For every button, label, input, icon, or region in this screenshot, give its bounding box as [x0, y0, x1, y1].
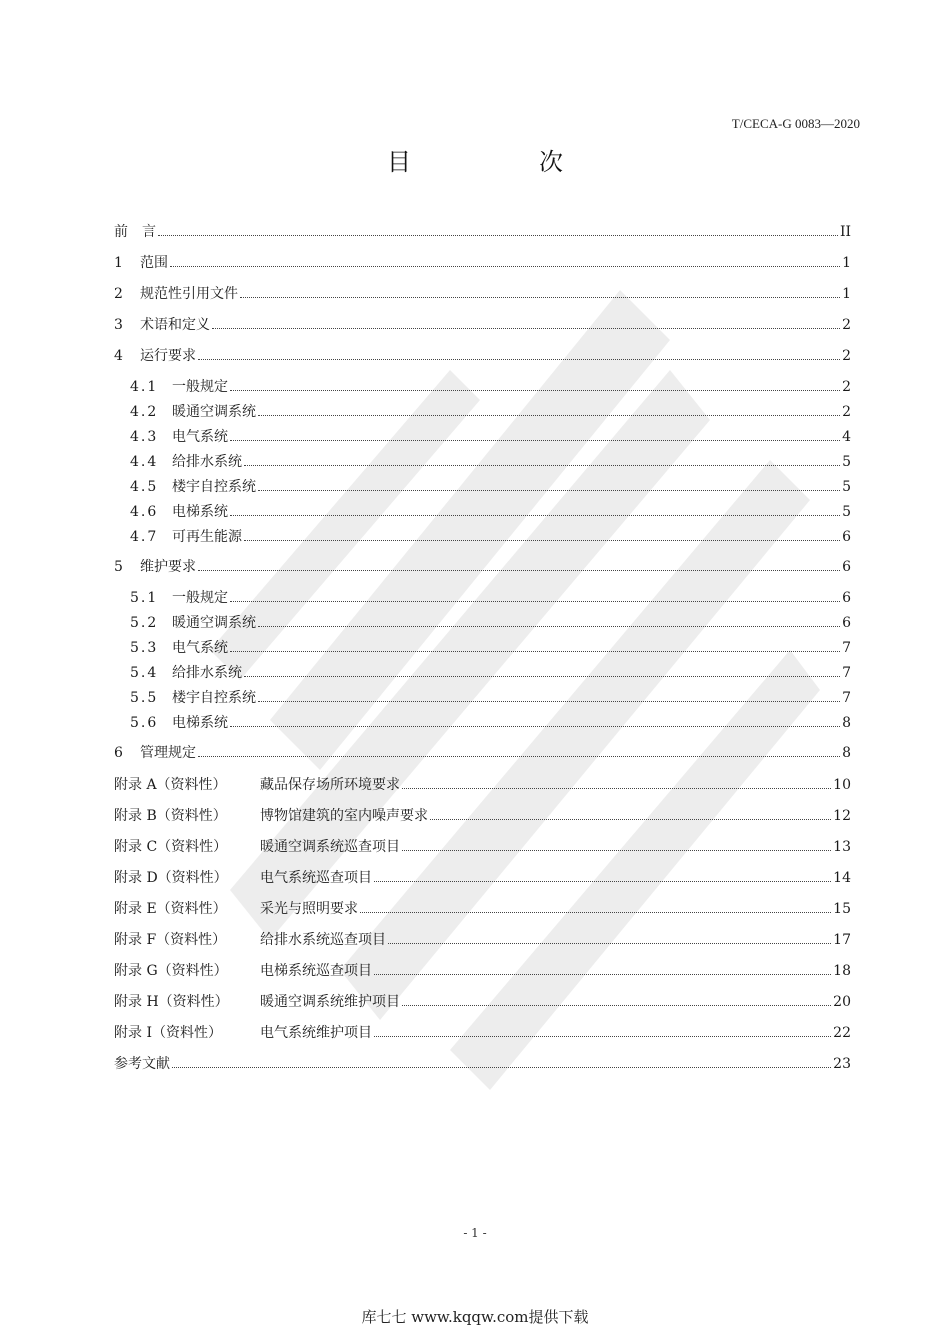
dot-leader	[402, 1005, 831, 1006]
toc-page-number: 2	[842, 404, 851, 420]
toc-page-number: 6	[842, 529, 851, 545]
toc-entry[interactable]	[130, 713, 851, 733]
dot-leader	[258, 626, 840, 627]
document-code: T/CECA-G 0083—2020	[731, 116, 860, 131]
toc-entry[interactable]	[114, 930, 851, 950]
dot-leader	[258, 701, 840, 702]
toc-entry-number: 2	[114, 286, 123, 302]
toc-page-number: 6	[842, 590, 851, 606]
dot-leader	[230, 440, 840, 441]
toc-entry-title: 可再生能源	[172, 529, 242, 545]
dot-leader	[430, 819, 831, 820]
toc-entry-title: 暖通空调系统	[172, 404, 256, 420]
toc-entry[interactable]	[130, 663, 851, 683]
toc-entry-title: 范围	[140, 255, 168, 271]
dot-leader	[244, 676, 840, 677]
toc-entry-title: 电气系统	[172, 640, 228, 656]
toc-entry[interactable]	[130, 638, 851, 658]
toc-entry-number: 4.7	[130, 529, 159, 545]
toc-entry-title: 给排水系统	[172, 665, 242, 681]
toc-page-number: 6	[842, 615, 851, 631]
toc-page-number: 5	[842, 479, 851, 495]
toc-page-number: II	[839, 224, 851, 240]
toc-page-number: 13	[833, 839, 851, 855]
dot-leader	[230, 601, 840, 602]
toc-entry-title: 暖通空调系统维护项目	[260, 994, 400, 1010]
toc-entry-title: 给排水系统	[172, 454, 242, 470]
toc-entry-number: 5.2	[130, 615, 159, 631]
toc-entry[interactable]	[130, 402, 851, 422]
toc-entry[interactable]	[114, 775, 851, 795]
toc-entry-number: 6	[114, 745, 123, 761]
toc-page-number: 1	[842, 255, 851, 271]
dot-leader	[258, 490, 840, 491]
toc-entry-title: 前 言	[114, 224, 156, 240]
toc-entry-title: 暖通空调系统巡查项目	[260, 839, 400, 855]
toc-entry-title: 规范性引用文件	[140, 286, 238, 302]
toc-page-number: 6	[842, 559, 851, 575]
toc-entry[interactable]	[130, 613, 851, 633]
toc-entry-title: 给排水系统巡查项目	[260, 932, 386, 948]
toc-entry[interactable]	[114, 346, 851, 366]
toc-entry-number: 5.1	[130, 590, 159, 606]
dot-leader	[230, 390, 840, 391]
dot-leader	[198, 570, 840, 571]
toc-entry[interactable]	[114, 1023, 851, 1043]
toc-entry-number: 5.3	[130, 640, 159, 656]
dot-leader	[198, 756, 840, 757]
toc-entry-number: 4.5	[130, 479, 159, 495]
dot-leader	[258, 415, 840, 416]
dot-leader	[158, 235, 838, 236]
toc-entry-title: 一般规定	[172, 590, 228, 606]
page-number: - 1 -	[463, 1226, 487, 1240]
toc-entry-number: 4.1	[130, 379, 159, 395]
dot-leader	[244, 540, 840, 541]
toc-entry[interactable]	[114, 992, 851, 1012]
toc-page-number: 8	[842, 715, 851, 731]
toc-entry[interactable]	[114, 315, 851, 335]
dot-leader	[374, 881, 831, 882]
toc-appendix-label: 附录 F（资料性）	[114, 932, 227, 948]
toc-entry-title: 电气系统	[172, 429, 228, 445]
toc-appendix-label: 附录 A（资料性）	[114, 777, 227, 793]
toc-page-number: 5	[842, 504, 851, 520]
toc-entry-title: 采光与照明要求	[260, 901, 358, 917]
dot-leader	[240, 297, 840, 298]
toc-entry-title: 暖通空调系统	[172, 615, 256, 631]
toc-appendix-label: 附录 B（资料性）	[114, 808, 227, 824]
dot-leader	[374, 974, 831, 975]
dot-leader	[230, 651, 840, 652]
toc-page-number: 23	[833, 1056, 851, 1072]
dot-leader	[374, 1036, 831, 1037]
toc-entry-title: 电梯系统	[172, 504, 228, 520]
toc-entry[interactable]	[114, 222, 851, 242]
toc-entry-number: 5.4	[130, 665, 159, 681]
toc-appendix-label: 附录 C（资料性）	[114, 839, 228, 855]
toc-entry-number: 4	[114, 348, 123, 364]
toc-entry-title: 术语和定义	[140, 317, 210, 333]
toc-page-number: 7	[842, 690, 851, 706]
toc-page-number: 17	[833, 932, 851, 948]
toc-entry[interactable]	[114, 557, 851, 577]
toc-page-number: 8	[842, 745, 851, 761]
dot-leader	[388, 943, 831, 944]
toc-entry[interactable]	[130, 527, 851, 547]
toc-entry-number: 4.2	[130, 404, 159, 420]
toc-entry-title: 运行要求	[140, 348, 196, 364]
toc-entry[interactable]	[130, 452, 851, 472]
dot-leader	[230, 515, 840, 516]
toc-appendix-label: 附录 D（资料性）	[114, 870, 228, 886]
toc-entry[interactable]	[130, 377, 851, 397]
toc-entry[interactable]	[130, 688, 851, 708]
toc-page-number: 2	[842, 379, 851, 395]
dot-leader	[172, 1067, 831, 1068]
dot-leader	[360, 912, 831, 913]
toc-entry-number: 3	[114, 317, 123, 333]
toc-page-number: 7	[842, 640, 851, 656]
toc-entry[interactable]	[130, 427, 851, 447]
dot-leader	[402, 850, 831, 851]
toc-entry[interactable]	[130, 477, 851, 497]
toc-page-number: 5	[842, 454, 851, 470]
dot-leader	[198, 359, 840, 360]
dot-leader	[402, 788, 831, 789]
toc-entry[interactable]	[114, 961, 851, 981]
toc-entry-title: 参考文献	[114, 1056, 170, 1072]
toc-entry-title: 管理规定	[140, 745, 196, 761]
toc-entry-title: 楼宇自控系统	[172, 690, 256, 706]
toc-entry-number: 4.4	[130, 454, 159, 470]
toc-entry-title: 博物馆建筑的室内噪声要求	[260, 808, 428, 824]
toc-page-number: 10	[833, 777, 851, 793]
toc-entry[interactable]	[114, 837, 851, 857]
toc-entry-number: 5.5	[130, 690, 159, 706]
toc-entry[interactable]	[114, 284, 851, 304]
toc-entry-title: 藏品保存场所环境要求	[260, 777, 400, 793]
toc-entry[interactable]	[130, 502, 851, 522]
toc-entry-number: 5	[114, 559, 123, 575]
toc-entry-title: 电气系统巡查项目	[260, 870, 372, 886]
toc-entry-title: 电气系统维护项目	[260, 1025, 372, 1041]
toc-appendix-label: 附录 H（资料性）	[114, 994, 229, 1010]
toc-entry-number: 5.6	[130, 715, 159, 731]
toc-page-number: 4	[842, 429, 851, 445]
toc-page-number: 14	[833, 870, 851, 886]
toc-appendix-label: 附录 G（资料性）	[114, 963, 228, 979]
toc-title: 目 次	[387, 148, 615, 176]
toc-entry[interactable]	[130, 588, 851, 608]
toc-entry-number: 4.6	[130, 504, 159, 520]
dot-leader	[212, 328, 840, 329]
toc-page-number: 22	[833, 1025, 851, 1041]
toc-page-number: 1	[842, 286, 851, 302]
toc-appendix-label: 附录 I（资料性）	[114, 1025, 222, 1041]
toc-entry-title: 一般规定	[172, 379, 228, 395]
toc-entry-title: 维护要求	[140, 559, 196, 575]
dot-leader	[230, 726, 840, 727]
dot-leader	[170, 266, 840, 267]
toc-entry[interactable]	[114, 1054, 851, 1074]
toc-page-number: 2	[842, 317, 851, 333]
toc-entry[interactable]	[114, 253, 851, 273]
toc-entry-number: 1	[114, 255, 123, 271]
toc-entry-title: 电梯系统	[172, 715, 228, 731]
toc-page-number: 20	[833, 994, 851, 1010]
dot-leader	[244, 465, 840, 466]
toc-entry[interactable]	[114, 743, 851, 763]
toc-page-number: 7	[842, 665, 851, 681]
toc-entry[interactable]	[114, 806, 851, 826]
toc-page-number: 12	[833, 808, 851, 824]
toc-entry-title: 楼宇自控系统	[172, 479, 256, 495]
toc-page-number: 2	[842, 348, 851, 364]
toc-entry-title: 电梯系统巡查项目	[260, 963, 372, 979]
toc-entry[interactable]	[114, 899, 851, 919]
toc-page-number: 18	[833, 963, 851, 979]
toc-page-number: 15	[833, 901, 851, 917]
toc-entry[interactable]	[114, 868, 851, 888]
footer-download-note: 库七七 www.kqqw.com提供下载	[361, 1308, 589, 1326]
toc-entry-number: 4.3	[130, 429, 159, 445]
toc-appendix-label: 附录 E（资料性）	[114, 901, 227, 917]
